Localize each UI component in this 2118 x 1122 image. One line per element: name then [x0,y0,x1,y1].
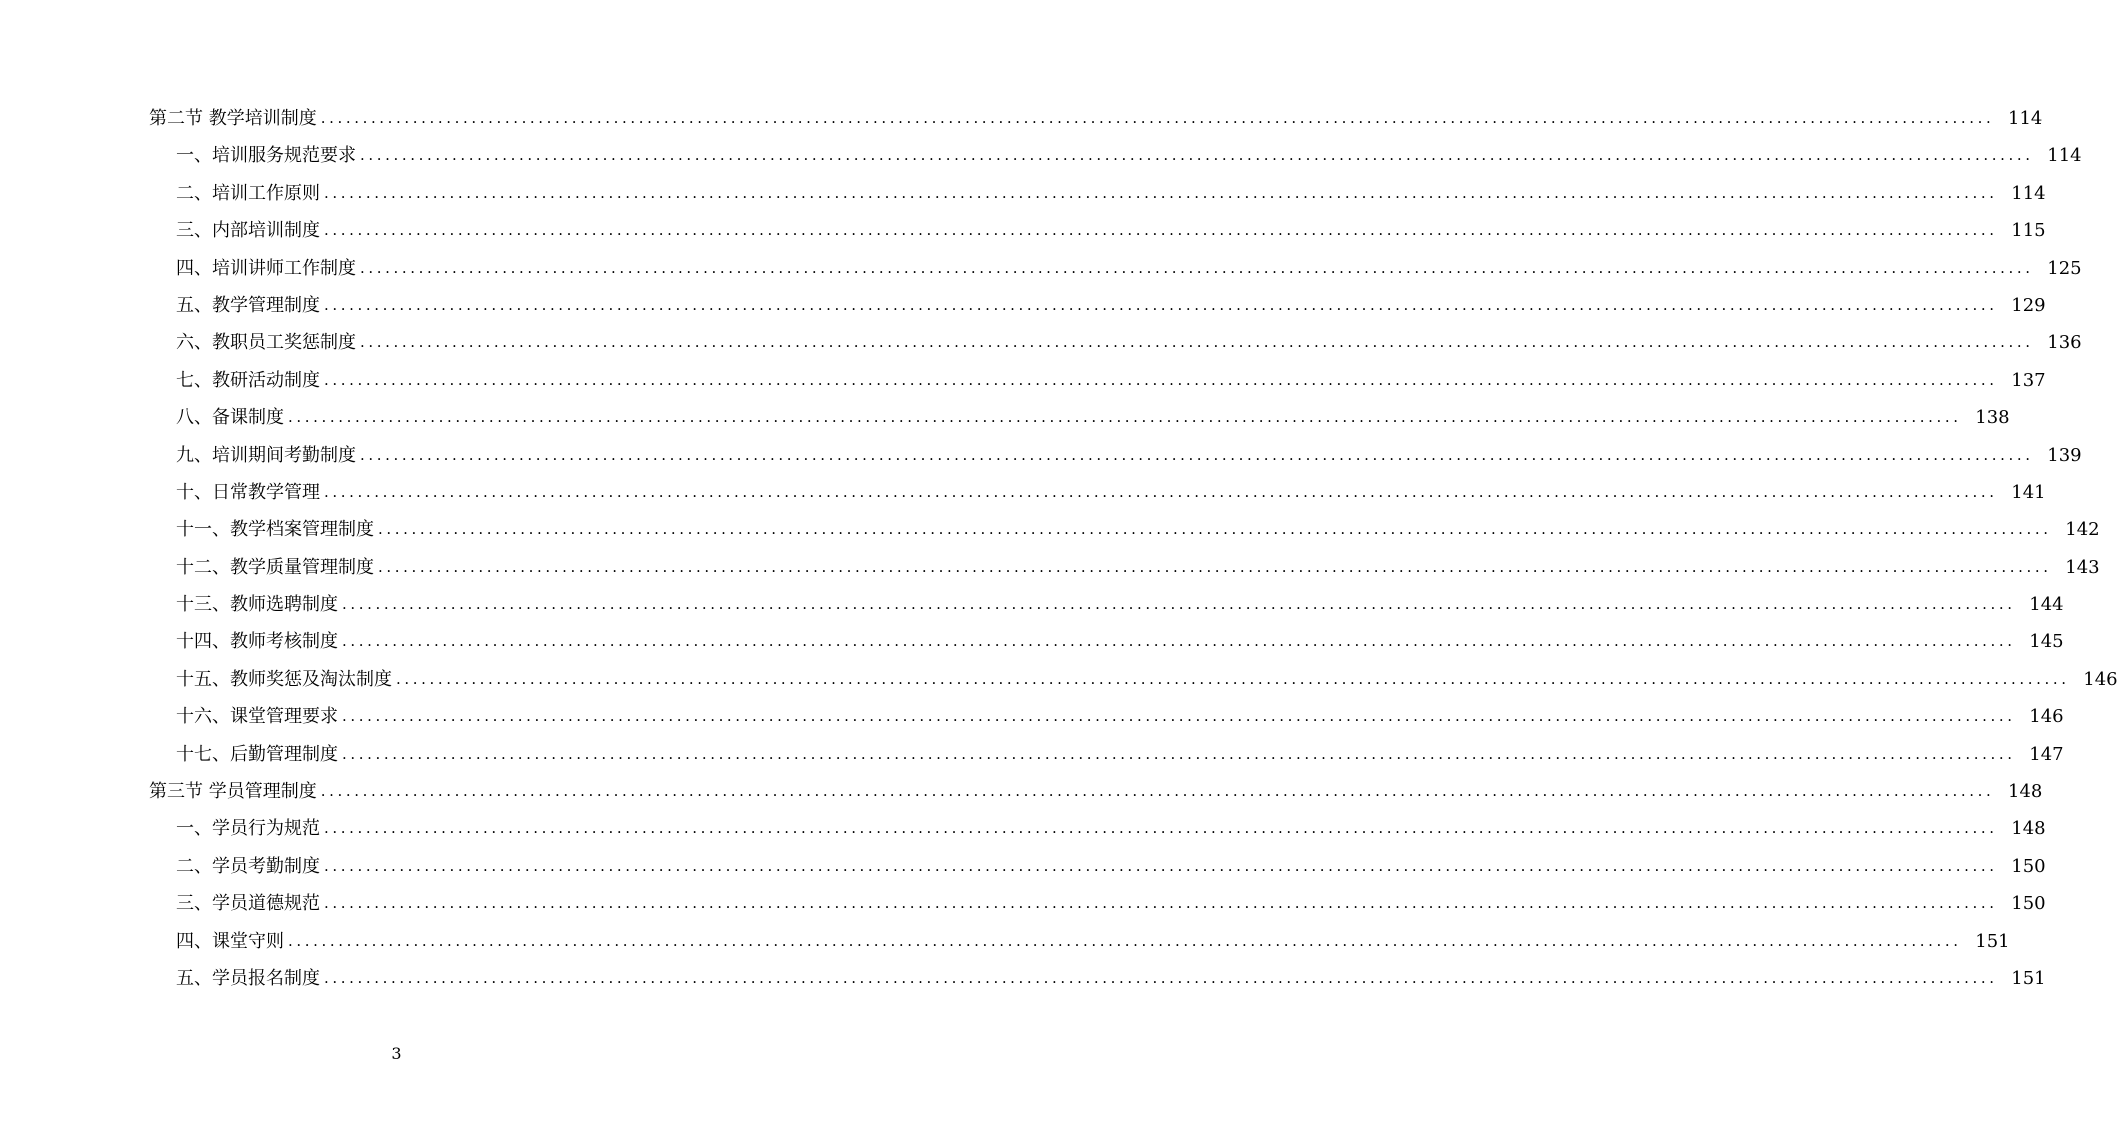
toc-dot-leader: ........................................................................................................................................................................................................ [360,146,2034,165]
toc-entry-page: 129 [2011,294,2046,316]
toc-item-entry[interactable] [0,586,2064,623]
toc-entry-page: 146 [2083,668,2118,690]
toc-dot-leader: ........................................................................................................................................................................................................ [288,408,1962,427]
toc-entry-title: 二、培训工作原则 [176,182,320,204]
toc-entry-page: 125 [2047,257,2082,279]
toc-entry-title: 十三、教师选聘制度 [176,594,338,616]
toc-dot-leader: ........................................................................................................................................................................................................ [378,520,2052,539]
toc-dot-leader: ........................................................................................................................................................................................................ [324,221,1998,240]
toc-entry-title: 第三节 学员管理制度 [149,781,317,803]
toc-item-entry[interactable] [0,885,2046,922]
toc-dot-leader: ........................................................................................................................................................................................................ [324,183,1998,202]
toc-entry-page: 141 [2011,481,2046,503]
toc-item-entry[interactable] [0,175,2046,212]
toc-dot-leader: ........................................................................................................................................................................................................ [360,333,2034,352]
toc-dot-leader: ........................................................................................................................................................................................................ [324,968,1998,987]
toc-entry-title: 四、培训讲师工作制度 [176,257,356,279]
toc-entry-title: 十六、课堂管理要求 [176,706,338,728]
toc-item-entry[interactable] [0,848,2046,885]
toc-item-entry[interactable] [0,437,2082,474]
toc-entry-title: 十四、教师考核制度 [176,631,338,653]
toc-entry-page: 150 [2011,855,2046,877]
toc-dot-leader: ........................................................................................................................................................................................................ [396,669,2070,688]
table-of-contents [0,100,2118,997]
toc-entry-page: 151 [2011,967,2046,989]
toc-entry-title: 十、日常教学管理 [176,481,320,503]
toc-item-entry[interactable] [0,212,2046,249]
toc-entry-page: 151 [1975,930,2010,952]
toc-entry-page: 145 [2029,631,2064,653]
toc-dot-leader: ........................................................................................................................................................................................................ [360,258,2034,277]
toc-dot-leader: ........................................................................................................................................................................................................ [342,595,2016,614]
toc-dot-leader: ........................................................................................................................................................................................................ [324,482,1998,501]
toc-dot-leader: ........................................................................................................................................................................................................ [324,856,1998,875]
toc-entry-title: 三、学员道德规范 [176,893,320,915]
toc-dot-leader: ........................................................................................................................................................................................................ [288,931,1962,950]
toc-entry-page: 136 [2047,332,2082,354]
toc-section-entry[interactable] [0,100,2043,137]
toc-dot-leader: ........................................................................................................................................................................................................ [342,632,2016,651]
toc-entry-page: 148 [2011,818,2046,840]
toc-entry-title: 二、学员考勤制度 [176,855,320,877]
toc-entry-title: 七、教研活动制度 [176,369,320,391]
toc-item-entry[interactable] [0,399,2010,436]
toc-entry-title: 五、学员报名制度 [176,967,320,989]
toc-item-entry[interactable] [0,960,2046,997]
toc-item-entry[interactable] [0,698,2064,735]
toc-entry-title: 第二节 教学培训制度 [149,108,317,129]
toc-dot-leader: ........................................................................................................................................................................................................ [324,894,1998,913]
toc-entry-page: 114 [2011,182,2046,204]
toc-entry-title: 四、课堂守则 [176,930,284,952]
toc-dot-leader: ........................................................................................................................................................................................................ [320,782,1995,801]
toc-entry-title: 六、教职员工奖惩制度 [176,332,356,354]
toc-entry-page: 114 [2047,145,2082,167]
toc-dot-leader: ........................................................................................................................................................................................................ [360,445,2034,464]
toc-entry-title: 一、培训服务规范要求 [176,145,356,167]
toc-dot-leader: ........................................................................................................................................................................................................ [324,370,1998,389]
toc-item-entry[interactable] [0,474,2046,511]
toc-entry-page: 114 [2008,108,2043,129]
toc-entry-title: 十七、后勤管理制度 [176,743,338,765]
toc-entry-page: 146 [2029,706,2064,728]
toc-entry-page: 142 [2065,519,2100,541]
toc-entry-title: 十一、教学档案管理制度 [176,519,374,541]
toc-dot-leader: ........................................................................................................................................................................................................ [342,744,2016,763]
toc-dot-leader: ........................................................................................................................................................................................................ [342,707,2016,726]
toc-dot-leader: ........................................................................................................................................................................................................ [378,557,2052,576]
toc-item-entry[interactable] [0,362,2046,399]
toc-entry-page: 148 [2008,781,2043,803]
toc-item-entry[interactable] [0,661,2118,698]
toc-item-entry[interactable] [0,623,2064,660]
toc-entry-page: 147 [2029,743,2064,765]
toc-entry-title: 五、教学管理制度 [176,294,320,316]
toc-entry-title: 八、备课制度 [176,407,284,429]
toc-entry-title: 一、学员行为规范 [176,818,320,840]
toc-entry-title: 十五、教师奖惩及淘汰制度 [176,668,392,690]
toc-item-entry[interactable] [0,250,2082,287]
page-number: 3 [391,1044,402,1063]
toc-entry-page: 137 [2011,369,2046,391]
toc-dot-leader: ........................................................................................................................................................................................................ [324,295,1998,314]
toc-dot-leader: ........................................................................................................................................................................................................ [324,819,1998,838]
toc-dot-leader: ........................................................................................................................................................................................................ [320,109,1995,127]
toc-item-entry[interactable] [0,810,2046,847]
toc-entry-title: 三、内部培训制度 [176,220,320,242]
toc-item-entry[interactable] [0,324,2082,361]
toc-entry-page: 115 [2011,220,2046,242]
toc-item-entry[interactable] [0,137,2082,174]
toc-item-entry[interactable] [0,287,2046,324]
toc-entry-page: 139 [2047,444,2082,466]
toc-section-entry[interactable] [0,773,2043,810]
toc-entry-page: 150 [2011,893,2046,915]
toc-item-entry[interactable] [0,736,2064,773]
toc-entry-page: 143 [2065,556,2100,578]
toc-entry-page: 138 [1975,407,2010,429]
toc-entry-title: 九、培训期间考勤制度 [176,444,356,466]
toc-entry-page: 144 [2029,594,2064,616]
toc-item-entry[interactable] [0,511,2100,548]
toc-item-entry[interactable] [0,549,2100,586]
toc-entry-title: 十二、教学质量管理制度 [176,556,374,578]
toc-item-entry[interactable] [0,923,2010,960]
